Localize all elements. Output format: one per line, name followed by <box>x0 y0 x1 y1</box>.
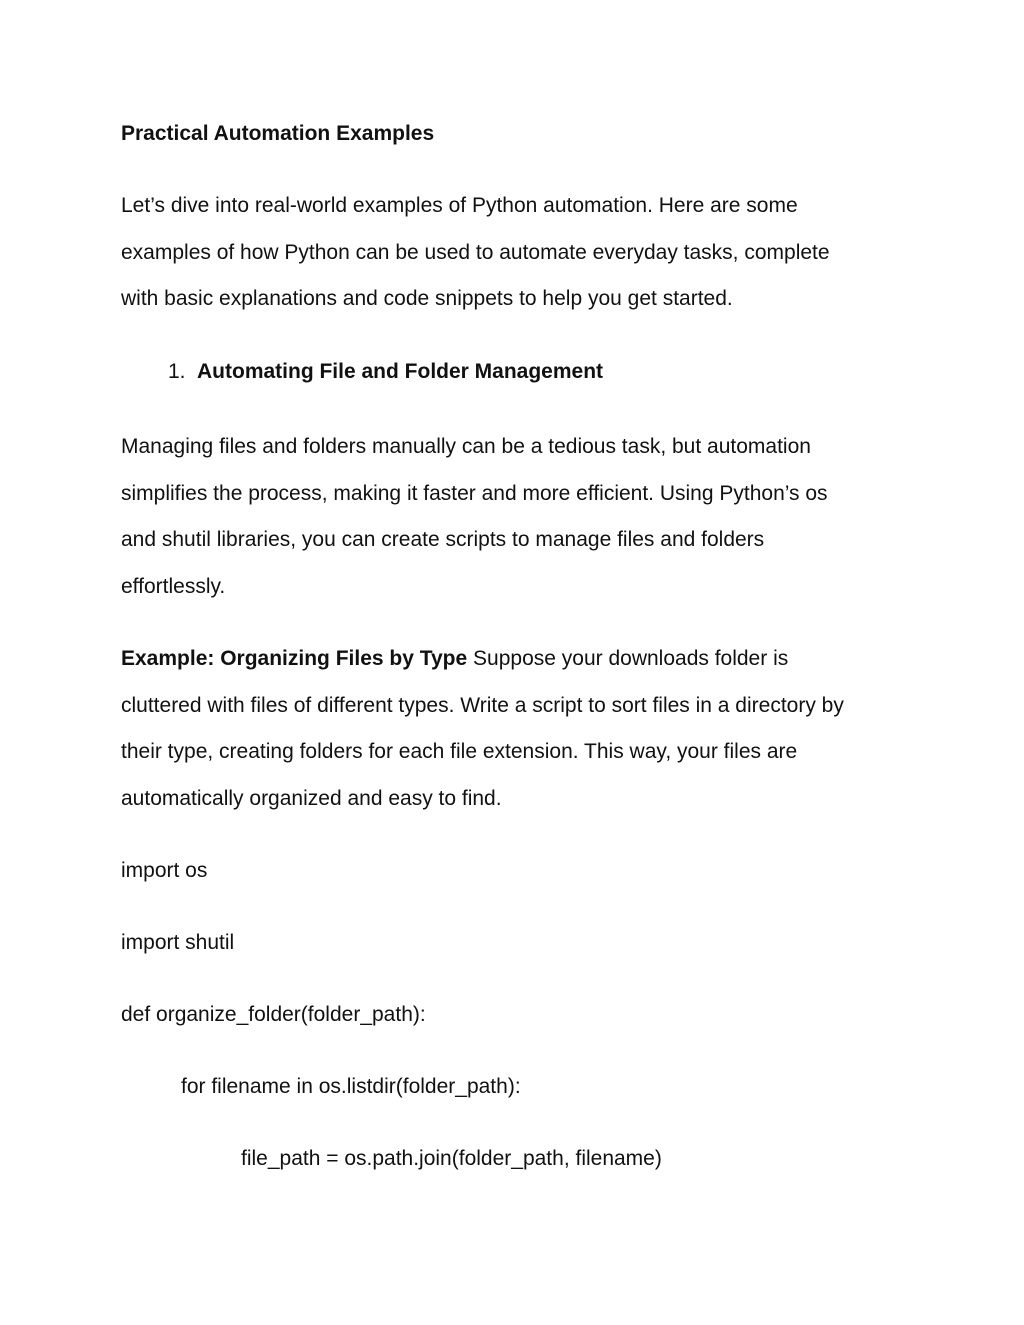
code-line-4: for filename in os.listdir(folder_path): <box>181 1075 521 1098</box>
section-heading: Practical Automation Examples <box>121 122 435 145</box>
numbered-list-item <box>168 360 603 384</box>
intro-line-2: examples of how Python can be used to automate everyday tasks, complete <box>121 241 830 264</box>
example-label: Example: Organizing Files by Type <box>121 647 468 670</box>
code-line-2: import shutil <box>121 931 235 954</box>
code-line-5: file_path = os.path.join(folder_path, filename) <box>241 1147 662 1170</box>
example-line-2: cluttered with files of different types. Write a script to sort files in a directory by <box>121 694 844 717</box>
intro-line-3: with basic explanations and code snippets to help you get started. <box>121 287 733 310</box>
list-number: 1. <box>168 360 186 383</box>
code-line-3: def organize_folder(folder_path): <box>121 1003 426 1026</box>
example-first-line-rest: Suppose your downloads folder is <box>467 647 789 670</box>
list-item-title: Automating File and Folder Management <box>197 360 604 383</box>
example-line-1 <box>121 647 788 671</box>
example-line-3: their type, creating folders for each file extension. This way, your files are <box>121 740 798 763</box>
paragraph2-line-3: and shutil libraries, you can create scripts to manage files and folders <box>121 528 765 551</box>
paragraph2-line-2: simplifies the process, making it faster and more efficient. Using Python’s os <box>121 482 828 505</box>
paragraph2-line-4: effortlessly. <box>121 575 226 598</box>
intro-line-1: Let’s dive into real-world examples of Python automation. Here are some <box>121 194 798 217</box>
example-line-4: automatically organized and easy to find. <box>121 787 502 810</box>
code-line-1: import os <box>121 859 208 882</box>
paragraph2-line-1: Managing files and folders manually can be a tedious task, but automation <box>121 435 811 458</box>
